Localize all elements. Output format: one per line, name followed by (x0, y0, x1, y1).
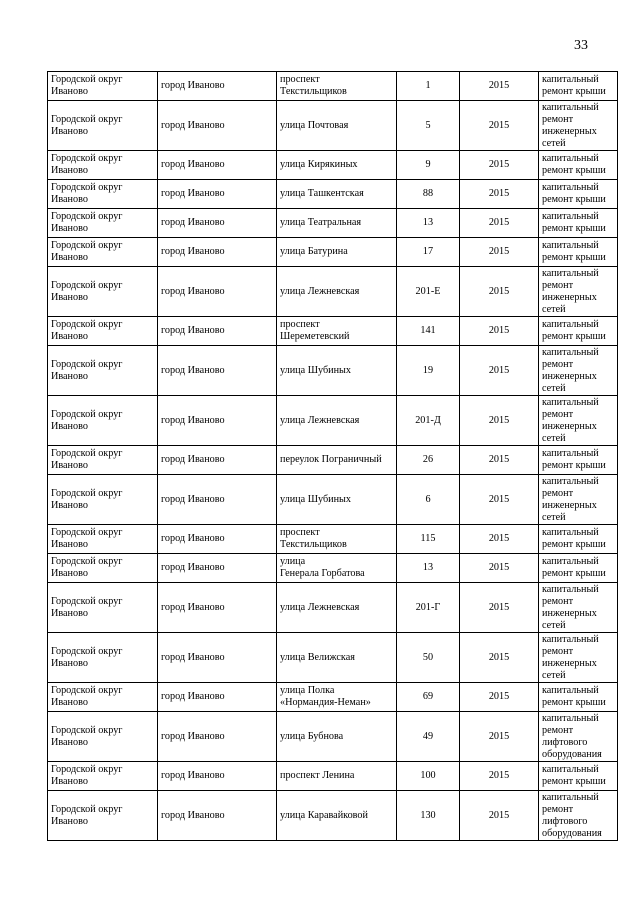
table-body (48, 72, 618, 841)
cell-text: Городской округ Иваново (51, 685, 123, 708)
table-row (48, 633, 618, 683)
cell-text: 201-Д (415, 414, 441, 426)
cell-year (460, 72, 539, 101)
table-row (48, 475, 618, 525)
cell-house-number (397, 554, 460, 583)
cell-city (158, 683, 277, 712)
table-row (48, 446, 618, 475)
cell-work-type (539, 583, 618, 633)
cell-text: улица Почтовая (280, 119, 349, 131)
cell-house-number (397, 101, 460, 151)
cell-text: 49 (422, 730, 434, 742)
cell-street (277, 583, 397, 633)
cell-district (48, 317, 158, 346)
cell-work-type (539, 180, 618, 209)
cell-house-number (397, 317, 460, 346)
cell-text: улица Лежневская (280, 414, 360, 426)
cell-text: город Иваново (161, 159, 225, 170)
cell-house-number (397, 238, 460, 267)
cell-text: улица Бубнова (280, 730, 344, 742)
table-row (48, 396, 618, 446)
cell-street (277, 633, 397, 683)
cell-year (460, 475, 539, 525)
cell-text: улица Полка «Нормандия-Неман» (280, 685, 371, 708)
cell-text: город Иваново (161, 80, 225, 91)
cell-house-number (397, 475, 460, 525)
cell-house-number (397, 683, 460, 712)
cell-text: улица Кирякиных (280, 159, 358, 170)
cell-street (277, 151, 397, 180)
cell-text: Городской округ Иваново (51, 803, 123, 827)
cell-city (158, 791, 277, 841)
cell-text: 50 (422, 651, 434, 663)
cell-text: 2015 (488, 562, 510, 573)
cell-city (158, 151, 277, 180)
cell-text: 201-Е (415, 285, 441, 297)
cell-district (48, 238, 158, 267)
cell-street (277, 317, 397, 346)
cell-text: 69 (422, 691, 434, 702)
cell-text: 2015 (488, 80, 510, 91)
cell-text: проспект Текстильщиков (280, 527, 347, 550)
cell-text: город Иваново (161, 414, 225, 426)
cell-text: 2015 (488, 217, 510, 228)
cell-text: капитальный ремонт инженерных сетей (542, 101, 599, 149)
table-row (48, 346, 618, 396)
cell-city (158, 633, 277, 683)
cell-house-number (397, 209, 460, 238)
cell-street (277, 346, 397, 396)
cell-text: 26 (422, 454, 434, 465)
cell-district (48, 101, 158, 151)
cell-text: улица Лежневская (280, 601, 360, 613)
cell-text: 2015 (488, 454, 510, 465)
cell-city (158, 180, 277, 209)
cell-text: улица Театральная (280, 217, 362, 228)
cell-text: капитальный ремонт крыши (542, 448, 606, 471)
cell-text: улица Генерала Горбатова (280, 556, 365, 579)
table-row (48, 317, 618, 346)
cell-text: капитальный ремонт крыши (542, 764, 606, 787)
cell-city (158, 267, 277, 317)
cell-text: 2015 (488, 414, 510, 426)
cell-text: 5 (425, 119, 431, 131)
cell-text: 2015 (488, 809, 510, 821)
cell-text: город Иваново (161, 770, 225, 781)
cell-text: Городской округ Иваново (51, 240, 123, 263)
cell-district (48, 791, 158, 841)
cell-text: улица Лежневская (280, 285, 360, 297)
cell-year (460, 633, 539, 683)
cell-street (277, 554, 397, 583)
cell-text: проспект Текстильщиков (280, 74, 347, 97)
cell-text: 13 (422, 217, 434, 228)
cell-text: Городской округ Иваново (51, 527, 123, 550)
cell-work-type (539, 209, 618, 238)
cell-text: город Иваново (161, 285, 225, 297)
cell-text: город Иваново (161, 651, 225, 663)
cell-district (48, 396, 158, 446)
cell-text: 100 (420, 770, 436, 781)
cell-text: город Иваново (161, 119, 225, 131)
cell-text: город Иваново (161, 562, 225, 573)
cell-text: Городской округ Иваново (51, 358, 123, 382)
cell-text: Городской округ Иваново (51, 556, 123, 579)
cell-city (158, 525, 277, 554)
cell-text: 19 (422, 364, 434, 376)
cell-year (460, 683, 539, 712)
table-row (48, 72, 618, 101)
cell-text: Городской округ Иваново (51, 153, 123, 176)
cell-year (460, 446, 539, 475)
cell-year (460, 180, 539, 209)
cell-text: 2015 (488, 325, 510, 336)
cell-year (460, 525, 539, 554)
cell-street (277, 209, 397, 238)
cell-district (48, 209, 158, 238)
cell-text: капитальный ремонт инженерных сетей (542, 475, 599, 523)
cell-work-type (539, 238, 618, 267)
cell-text: 88 (422, 188, 434, 199)
cell-house-number (397, 791, 460, 841)
cell-text: переулок Пограничный (280, 454, 382, 465)
cell-text: Городской округ Иваново (51, 595, 123, 619)
cell-house-number (397, 762, 460, 791)
cell-text: капитальный ремонт крыши (542, 74, 606, 97)
cell-text: 2015 (488, 119, 510, 131)
cell-text: город Иваново (161, 246, 225, 257)
cell-text: 9 (425, 159, 431, 170)
cell-house-number (397, 633, 460, 683)
cell-house-number (397, 180, 460, 209)
cell-district (48, 267, 158, 317)
cell-work-type (539, 317, 618, 346)
cell-year (460, 762, 539, 791)
cell-text: капитальный ремонт крыши (542, 685, 606, 708)
cell-text: город Иваново (161, 533, 225, 544)
cell-text: 2015 (488, 651, 510, 663)
cell-city (158, 346, 277, 396)
table-row (48, 683, 618, 712)
cell-text: город Иваново (161, 809, 225, 821)
cell-text: капитальный ремонт крыши (542, 556, 606, 579)
cell-text: капитальный ремонт инженерных сетей (542, 633, 599, 681)
cell-text: улица Шубиных (280, 364, 351, 376)
cell-city (158, 209, 277, 238)
cell-text: проспект Ленина (280, 770, 355, 781)
cell-street (277, 762, 397, 791)
cell-text: Городской округ Иваново (51, 487, 123, 511)
cell-text: 2015 (488, 770, 510, 781)
cell-street (277, 683, 397, 712)
cell-text: улица Шубиных (280, 493, 351, 505)
cell-text: город Иваново (161, 730, 225, 742)
cell-text: улица Велижская (280, 651, 355, 663)
cell-street (277, 475, 397, 525)
cell-district (48, 683, 158, 712)
cell-text: капитальный ремонт лифтового оборудования (542, 712, 602, 760)
cell-text: капитальный ремонт крыши (542, 240, 606, 263)
cell-text: капитальный ремонт крыши (542, 211, 606, 234)
table-row (48, 554, 618, 583)
cell-text: Городской округ Иваново (51, 211, 123, 234)
cell-year (460, 712, 539, 762)
cell-text: город Иваново (161, 691, 225, 702)
cell-text: город Иваново (161, 493, 225, 505)
cell-district (48, 762, 158, 791)
table-row (48, 238, 618, 267)
cell-text: 2015 (488, 493, 510, 505)
cell-street (277, 791, 397, 841)
cell-text: 2015 (488, 159, 510, 170)
cell-text: город Иваново (161, 325, 225, 336)
cell-street (277, 446, 397, 475)
cell-work-type (539, 791, 618, 841)
cell-year (460, 791, 539, 841)
cell-text: Городской округ Иваново (51, 764, 123, 787)
cell-text: капитальный ремонт крыши (542, 182, 606, 205)
cell-text: 1 (425, 80, 431, 91)
cell-house-number (397, 525, 460, 554)
cell-text: 2015 (488, 188, 510, 199)
cell-text: 2015 (488, 601, 510, 613)
cell-text: Городской округ Иваново (51, 408, 123, 432)
cell-work-type (539, 525, 618, 554)
cell-work-type (539, 446, 618, 475)
cell-year (460, 267, 539, 317)
cell-text: 2015 (488, 691, 510, 702)
cell-text: 2015 (488, 533, 510, 544)
cell-work-type (539, 762, 618, 791)
cell-year (460, 101, 539, 151)
cell-text: улица Каравайковой (280, 809, 368, 821)
cell-text: капитальный ремонт инженерных сетей (542, 346, 599, 394)
cell-text: город Иваново (161, 364, 225, 376)
table-row (48, 762, 618, 791)
cell-text: Городской округ Иваново (51, 645, 123, 669)
cell-city (158, 101, 277, 151)
table-row (48, 151, 618, 180)
cell-district (48, 475, 158, 525)
cell-text: 6 (425, 493, 431, 505)
cell-text: 13 (422, 562, 434, 573)
cell-text: 2015 (488, 364, 510, 376)
cell-house-number (397, 396, 460, 446)
repair-register-table (47, 71, 618, 841)
cell-text: капитальный ремонт крыши (542, 527, 606, 550)
cell-work-type (539, 712, 618, 762)
table-row (48, 791, 618, 841)
cell-text: 115 (420, 533, 436, 544)
cell-district (48, 180, 158, 209)
cell-work-type (539, 396, 618, 446)
cell-text: капитальный ремонт инженерных сетей (542, 583, 599, 631)
cell-text: 2015 (488, 246, 510, 257)
table-row (48, 209, 618, 238)
cell-text: город Иваново (161, 217, 225, 228)
cell-year (460, 317, 539, 346)
cell-street (277, 267, 397, 317)
cell-text: Городской округ Иваново (51, 724, 123, 748)
cell-text: город Иваново (161, 601, 225, 613)
cell-district (48, 72, 158, 101)
table-row (48, 712, 618, 762)
cell-district (48, 525, 158, 554)
cell-city (158, 317, 277, 346)
cell-district (48, 633, 158, 683)
cell-house-number (397, 446, 460, 475)
cell-city (158, 583, 277, 633)
cell-work-type (539, 101, 618, 151)
cell-text: 130 (420, 809, 436, 821)
cell-district (48, 151, 158, 180)
cell-work-type (539, 683, 618, 712)
cell-text: город Иваново (161, 188, 225, 199)
cell-street (277, 72, 397, 101)
cell-work-type (539, 151, 618, 180)
cell-work-type (539, 267, 618, 317)
cell-work-type (539, 633, 618, 683)
cell-house-number (397, 583, 460, 633)
cell-year (460, 151, 539, 180)
cell-house-number (397, 712, 460, 762)
cell-city (158, 446, 277, 475)
cell-district (48, 446, 158, 475)
cell-text: капитальный ремонт инженерных сетей (542, 267, 599, 315)
cell-text: Городской округ Иваново (51, 448, 123, 471)
cell-city (158, 554, 277, 583)
cell-text: улица Ташкентская (280, 188, 364, 199)
cell-city (158, 712, 277, 762)
cell-district (48, 554, 158, 583)
cell-text: Городской округ Иваново (51, 279, 123, 303)
page-number: 33 (574, 38, 588, 53)
cell-city (158, 475, 277, 525)
cell-street (277, 101, 397, 151)
cell-text: Городской округ Иваново (51, 319, 123, 342)
cell-year (460, 209, 539, 238)
table-row (48, 101, 618, 151)
cell-year (460, 554, 539, 583)
cell-text: капитальный ремонт крыши (542, 319, 606, 342)
table-row (48, 267, 618, 317)
cell-text: 17 (422, 246, 434, 257)
cell-house-number (397, 72, 460, 101)
cell-street (277, 396, 397, 446)
cell-text: 2015 (488, 285, 510, 297)
cell-year (460, 583, 539, 633)
cell-text: проспект Шереметевский (280, 319, 350, 342)
cell-district (48, 712, 158, 762)
cell-house-number (397, 346, 460, 396)
cell-text: капитальный ремонт лифтового оборудования (542, 791, 602, 839)
cell-work-type (539, 554, 618, 583)
cell-city (158, 238, 277, 267)
cell-city (158, 762, 277, 791)
table-row (48, 525, 618, 554)
cell-street (277, 238, 397, 267)
cell-text: Городской округ Иваново (51, 113, 123, 137)
cell-text: 2015 (488, 730, 510, 742)
table-row (48, 583, 618, 633)
cell-year (460, 346, 539, 396)
cell-work-type (539, 475, 618, 525)
table-row (48, 180, 618, 209)
cell-text: 141 (420, 325, 436, 336)
cell-city (158, 396, 277, 446)
cell-street (277, 525, 397, 554)
cell-text: 201-Г (415, 601, 441, 613)
cell-house-number (397, 267, 460, 317)
cell-house-number (397, 151, 460, 180)
cell-text: Городской округ Иваново (51, 182, 123, 205)
cell-work-type (539, 72, 618, 101)
cell-text: капитальный ремонт крыши (542, 153, 606, 176)
cell-year (460, 238, 539, 267)
cell-district (48, 346, 158, 396)
cell-text: город Иваново (161, 454, 225, 465)
cell-text: Городской округ Иваново (51, 74, 123, 97)
cell-district (48, 583, 158, 633)
cell-year (460, 396, 539, 446)
cell-text: улица Батурина (280, 246, 348, 257)
cell-text: капитальный ремонт инженерных сетей (542, 396, 599, 444)
cell-city (158, 72, 277, 101)
cell-street (277, 712, 397, 762)
cell-work-type (539, 346, 618, 396)
cell-street (277, 180, 397, 209)
